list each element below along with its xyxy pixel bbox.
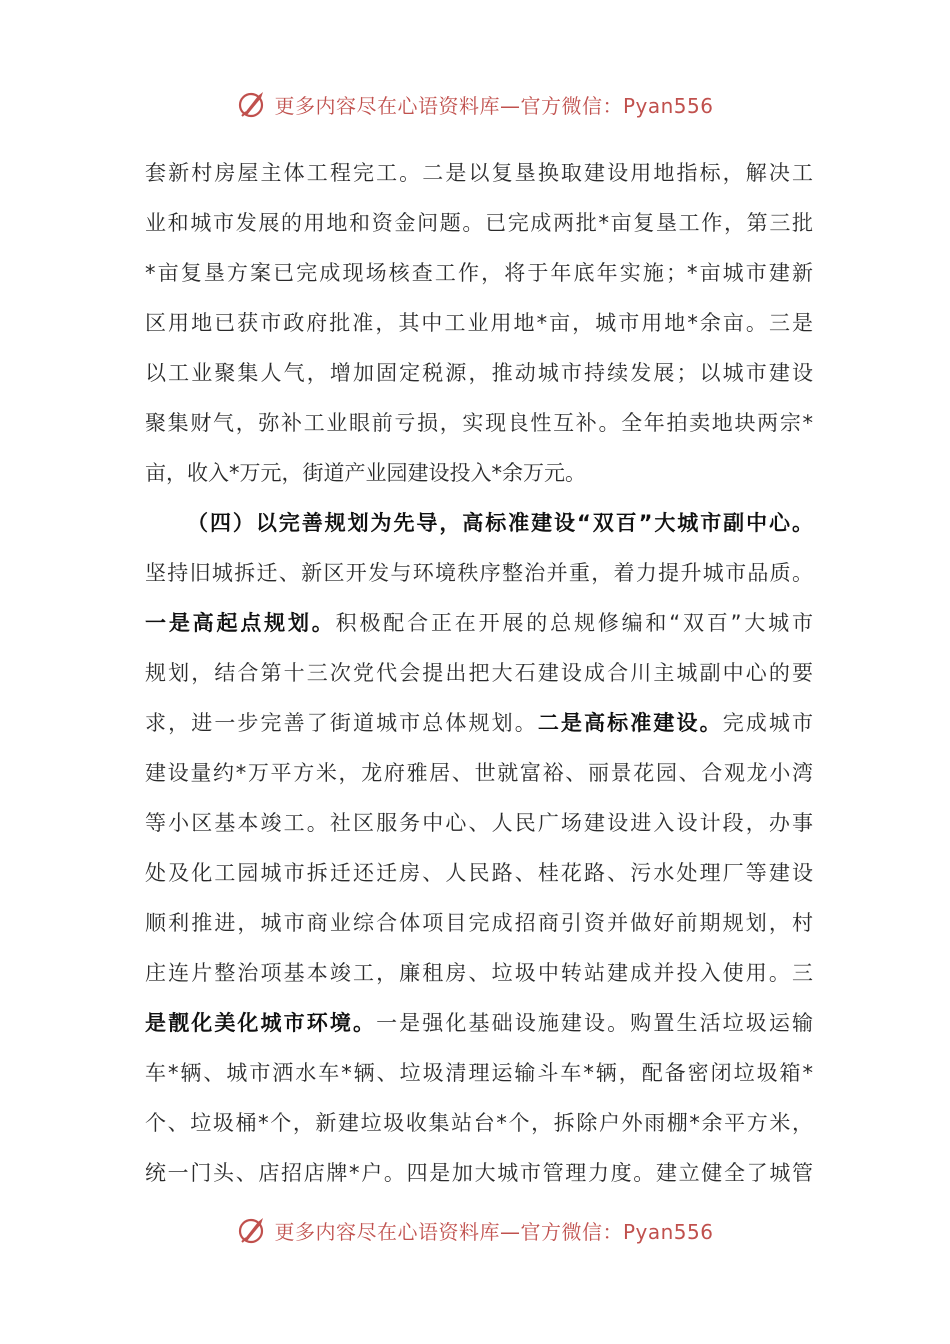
- pen-logo-icon: [236, 1214, 268, 1246]
- body-line: 区用地已获市政府批准，其中工业用地*亩，城市用地*余亩。三是: [145, 311, 813, 335]
- body-line: 处及化工园城市拆迁还迁房、人民路、桂花路、污水处理厂等建设: [145, 861, 813, 885]
- body-line: 规划，结合第十三次党代会提出把大石建设成合川主城副中心的要: [145, 661, 813, 685]
- body-text: 完成城市: [722, 711, 814, 735]
- bold-phrase: 一是高起点规划。: [145, 611, 336, 635]
- body-text: 求，进一步完善了街道城市总体规划。: [145, 711, 538, 735]
- body-line: [145, 998, 813, 1048]
- document-body: [145, 148, 813, 1198]
- footer-banner: [0, 1208, 950, 1252]
- body-line: 套新村房屋主体工程完工。二是以复垦换取建设用地指标，解决工: [145, 161, 813, 185]
- banner-brand-text: 更多内容尽在心语资料库—: [274, 1219, 521, 1244]
- header-banner: [0, 82, 950, 126]
- body-line: 聚集财气，弥补工业眼前亏损，实现良性互补。全年拍卖地块两宗*: [145, 411, 813, 435]
- body-line: 业和城市发展的用地和资金问题。已完成两批*亩复垦工作，第三批: [145, 211, 813, 235]
- body-line: *亩复垦方案已完成现场核查工作，将于年底年实施；*亩城市建新: [145, 261, 813, 285]
- section-heading: （四）以完善规划为先导，高标准建设“双百”大城市副中心。: [187, 511, 813, 535]
- body-line: 庄连片整治项基本竣工，廉租房、垃圾中转站建成并投入使用。三: [145, 961, 813, 985]
- body-text: 积极配合正在开展的总规修编和“双百”大城市: [335, 611, 813, 635]
- banner-wechat-text: 官方微信：Pyan556: [520, 1219, 714, 1244]
- bold-phrase: 是靓化美化城市环境。: [145, 1011, 377, 1035]
- body-line: 等小区基本竣工。社区服务中心、人民广场建设进入设计段，办事: [145, 811, 813, 835]
- banner-brand-text: 更多内容尽在心语资料库—: [274, 93, 521, 118]
- body-line: 亩，收入*万元，街道产业园建设投入*余万元。: [145, 461, 586, 485]
- body-text: 一是强化基础设施建设。购置生活垃圾运输: [376, 1011, 814, 1035]
- body-line: 以工业聚集人气，增加固定税源，推动城市持续发展；以城市建设: [145, 361, 813, 385]
- body-line: [145, 698, 813, 748]
- body-line: 个、垃圾桶*个，新建垃圾收集站台*个，拆除户外雨棚*余平方米，: [145, 1111, 813, 1135]
- body-line: 顺利推进，城市商业综合体项目完成招商引资并做好前期规划，村: [145, 911, 813, 935]
- body-line: 坚持旧城拆迁、新区开发与环境秩序整治并重，着力提升城市品质。: [145, 561, 813, 585]
- banner-wechat-text: 官方微信：Pyan556: [520, 93, 714, 118]
- body-line: 统一门头、店招店牌*户。四是加大城市管理力度。建立健全了城管: [145, 1161, 813, 1185]
- pen-logo-icon: [236, 88, 268, 120]
- body-line: 车*辆、城市洒水车*辆、垃圾清理运输斗车*辆，配备密闭垃圾箱*: [145, 1061, 813, 1085]
- body-line: [145, 598, 813, 648]
- body-line: 建设量约*万平方米，龙府雅居、世就富裕、丽景花园、合观龙小湾: [145, 761, 813, 785]
- bold-phrase: 二是高标准建设。: [537, 711, 723, 735]
